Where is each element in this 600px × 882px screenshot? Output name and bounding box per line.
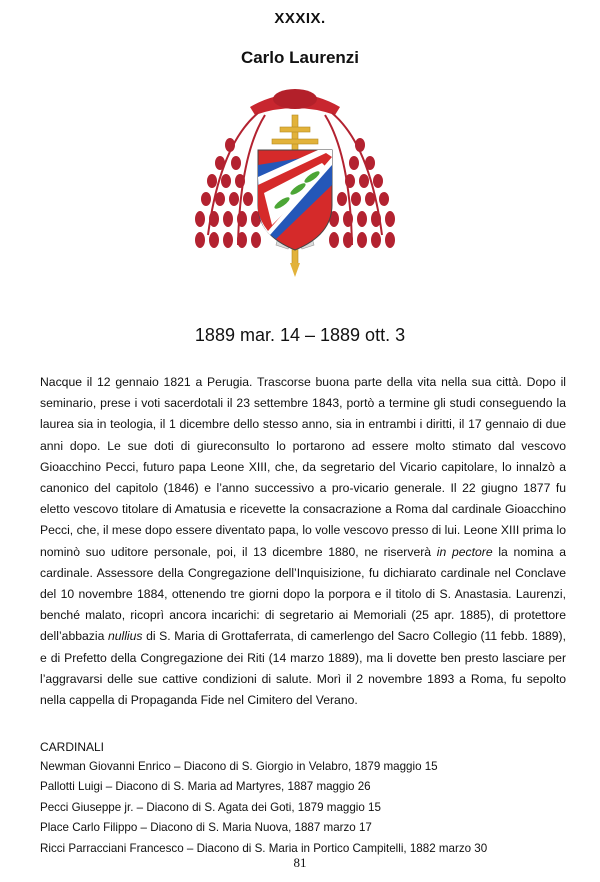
cardinal-name: Carlo Laurenzi	[240, 48, 360, 67]
page-number: 81	[293, 855, 307, 870]
cardinals-section	[40, 737, 566, 859]
cardinals-list	[40, 757, 566, 859]
biography-italic-1: in pectore	[436, 544, 493, 559]
biography-text-1: Nacque il 12 gennaio 1821 a Perugia. Trascorse buona parte della vita nella sua città. Dopo il seminario, prese i voti sacerdotali il 23 settembre 1843, portò a termine gli studi conseguendo la laurea sia in teologia, il 1 dicembre dello stesso anno, sia in entrambi i diritti, il 17 gennaio di due anni dopo. Le sue doti di giureconsulto lo portarono ad essere molto stimato dal vescovo Gioacchino Pecci, futuro papa Leone XIII, che, da segretario del Vicario capitolare, lo innalzò a canonico del capitolo (1846) e l’anno successivo a pro-vicario generale. Il 22 giugno 1877 fu eletto vescovo titolare di Amatusia e ricevette la consacrazione a Roma dal cardinale Gioacchino Pecci, che, il mese dopo essere diventato papa, lo volle vescovo presso di lui. Leone XIII prima lo nominò suo uditore personale, poi, il 13 dicembre 1880, ne riserverà	[40, 375, 566, 559]
biography-text-2: la nomina a cardinale. Assessore della Congregazione dell’Inquisizione, fu dichiarato cardinale nel Conclave del 10 novembre 1884, ottenendo tre giorni dopo la porpora e il titolo di S. Anastasia. Laurenzi, benché malato, ricoprì ancora incarichi: di segretario ai Memoriali (25 apr. 1885), di protettore dell’abbazia	[40, 544, 566, 644]
list-item: Pallotti Luigi – Diacono di S. Maria ad Martyres, 1887 maggio 26	[40, 780, 371, 794]
cardinals-title: CARDINALI	[40, 740, 105, 754]
tenure-dates: 1889 mar. 14 – 1889 ott. 3	[194, 325, 406, 345]
list-item: Ricci Parracciani Francesco – Diacono di S. Maria in Portico Campitelli, 1882 marzo 30	[40, 841, 488, 855]
list-item: Newman Giovanni Enrico – Diacono di S. Giorgio in Velabro, 1879 maggio 15	[40, 760, 438, 773]
chapter-numeral: XXXIX.	[274, 10, 326, 27]
biography-italic-2: nullius	[107, 629, 143, 644]
biography-paragraph	[40, 372, 566, 711]
cardinal-coat-of-arms-icon	[190, 85, 400, 280]
list-item: Pecci Giuseppe jr. – Diacono di S. Agata dei Goti, 1879 maggio 15	[40, 800, 381, 814]
biography-text-3: di S. Maria di Grottaferrata, di camerlengo del Sacro Collegio (11 febb. 1889), e di Prefetto della Congregazione dei Riti (14 marzo 1889), ma li dovette ben presto lasciare per l’aggravarsi delle sue cattive condizioni di salute. Morì il 2 novembre 1893 a Roma, fu sepolto nella cappella di Propaganda Fide nel Cimitero del Verano.	[40, 629, 567, 708]
list-item: Place Carlo Filippo – Diacono di S. Maria Nuova, 1887 marzo 17	[40, 821, 372, 835]
